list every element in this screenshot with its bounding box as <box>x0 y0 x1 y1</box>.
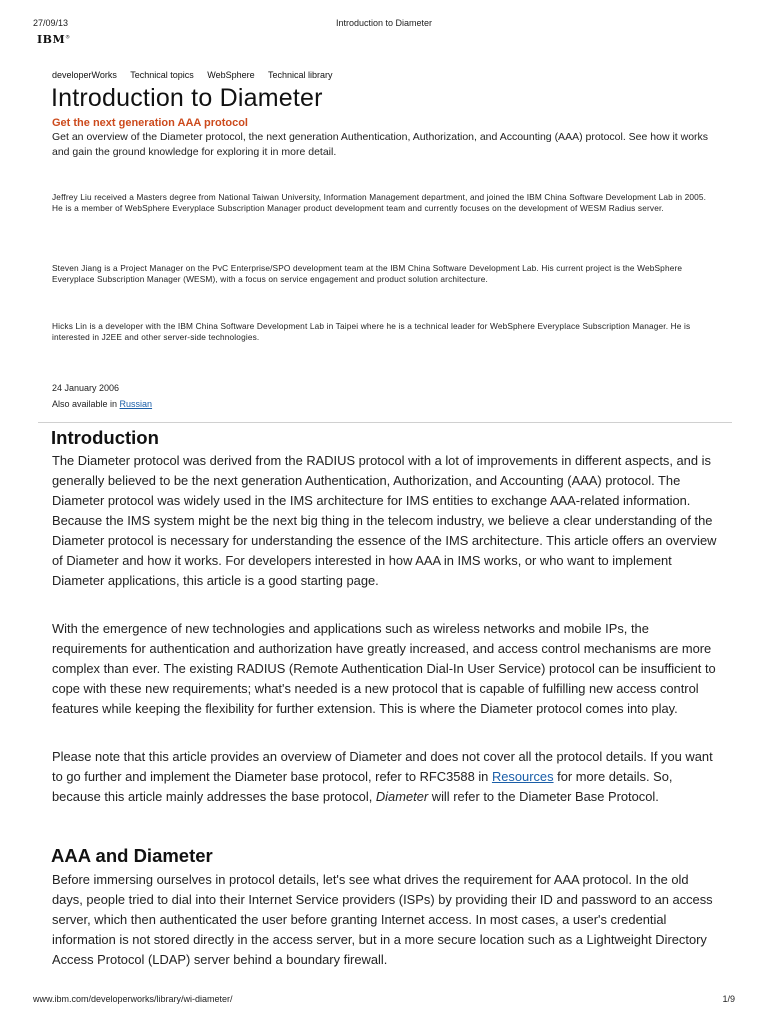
paragraph-text: for more details. So, because this article mainly addresses the base protocol, <box>52 769 673 804</box>
page-title: Introduction to Diameter <box>51 84 323 112</box>
breadcrumb <box>52 70 344 80</box>
page-url: www.ibm.com/developerworks/library/wi-diameter/ <box>33 994 233 1004</box>
section-heading-introduction: Introduction <box>51 427 159 448</box>
page-number: 1/9 <box>722 994 735 1004</box>
paragraph: The Diameter protocol was derived from the RADIUS protocol with a lot of improvements in different aspects, and is generally believed to be the next generation Authentication, Authorization, and Accounting (AAA) protocol. The Diameter protocol was widely used in the IMS architecture for IMS entities to exchange AAA-related information. Because the IMS system might be the next big thing in the telecom industry, we believe a clear understanding of the Diameter protocol is necessary for understanding the essence of the IMS architecture. This article offers an overview of Diameter and how it works. For developers interested in how AAA in IMS works, or who want to implement Diameter applications, this article is a good starting page. <box>52 453 717 588</box>
section-divider <box>38 422 732 423</box>
print-footer <box>33 994 735 1008</box>
paragraph-text: will refer to the Diameter Base Protocol. <box>428 789 659 804</box>
available-in <box>52 399 152 409</box>
breadcrumb-item-websphere[interactable]: WebSphere <box>207 70 255 80</box>
print-date: 27/09/13 <box>33 18 69 28</box>
paragraph-text: Please note that this article provides an overview of Diameter and does not cover all the protocol details. If you want to go further and implement the Diameter base protocol, refer to RFC3588 in <box>52 749 713 784</box>
article-abstract: Get an overview of the Diameter protocol, the next generation Authentication, Authorization, and Accounting (AAA) protocol. See how it works and gain the ground knowledge for exploring it in more detail. <box>52 131 709 158</box>
registered-mark: ® <box>65 34 71 41</box>
breadcrumb-item-technical-topics[interactable]: Technical topics <box>130 70 194 80</box>
paragraph: Before immersing ourselves in protocol details, let's see what drives the requirement for AAA protocol. In the old days, people tried to dial into their Internet Service providers (ISPs) by providing their ID and password to an access server, which then authenticated the user before granting Internet access. In most cases, a user's credential information is not stored directly in the access server, but in a more secure location such as a Lightweight Directory Access Protocol (LDAP) server behind a boundary firewall. <box>52 872 713 967</box>
author-bio: Jeffrey Liu received a Masters degree from National Taiwan University, Information Management department, and joined the IBM China Software Development Lab in 2005. He is a member of WebSphere Everyplace Subscription Manager product development team and currently focuses on the development of WESM Radius server. <box>52 192 707 214</box>
breadcrumb-item-technical-library[interactable]: Technical library <box>268 70 333 80</box>
print-page-title: Introduction to Diameter <box>335 18 433 28</box>
print-header <box>33 18 735 32</box>
publish-date: 24 January 2006 <box>52 383 120 393</box>
emphasis-text: Diameter <box>375 789 429 804</box>
russian-link[interactable]: Russian <box>119 399 153 409</box>
ibm-logo[interactable] <box>37 33 71 46</box>
resources-link[interactable]: Resources <box>491 769 554 784</box>
ibm-logo-text: IBM <box>37 33 66 46</box>
paragraph <box>52 747 722 807</box>
paragraph: With the emergence of new technologies and applications such as wireless networks and mobile IPs, the requirements for authentication and authorization have greatly increased, and access control mechanisms are more complex than ever. The existing RADIUS (Remote Authentication Dial-In User Service) protocol can be insufficient to cope with these new requirements; what's needed is a new protocol that is capable of fulfilling new access control features while keeping the flexibility for further extension. This is where the Diameter protocol comes into play. <box>52 621 716 716</box>
available-in-label: Also available in <box>52 399 120 409</box>
author-bio: Hicks Lin is a developer with the IBM China Software Development Lab in Taipei where he is a technical leader for WebSphere Everyplace Subscription Manager. He is interested in J2EE and other server-side technologies. <box>52 321 691 343</box>
breadcrumb-item-developerworks[interactable]: developerWorks <box>52 70 117 80</box>
section-heading-aaa-and-diameter: AAA and Diameter <box>51 845 213 866</box>
article-subtitle: Get the next generation AAA protocol <box>52 117 248 129</box>
author-bio: Steven Jiang is a Project Manager on the PvC Enterprise/SPO development team at the IBM China Software Development Lab. His current project is the WebSphere Everyplace Subscription Manager (WESM), with a focus on service engagement and product solution architecture. <box>52 263 683 285</box>
